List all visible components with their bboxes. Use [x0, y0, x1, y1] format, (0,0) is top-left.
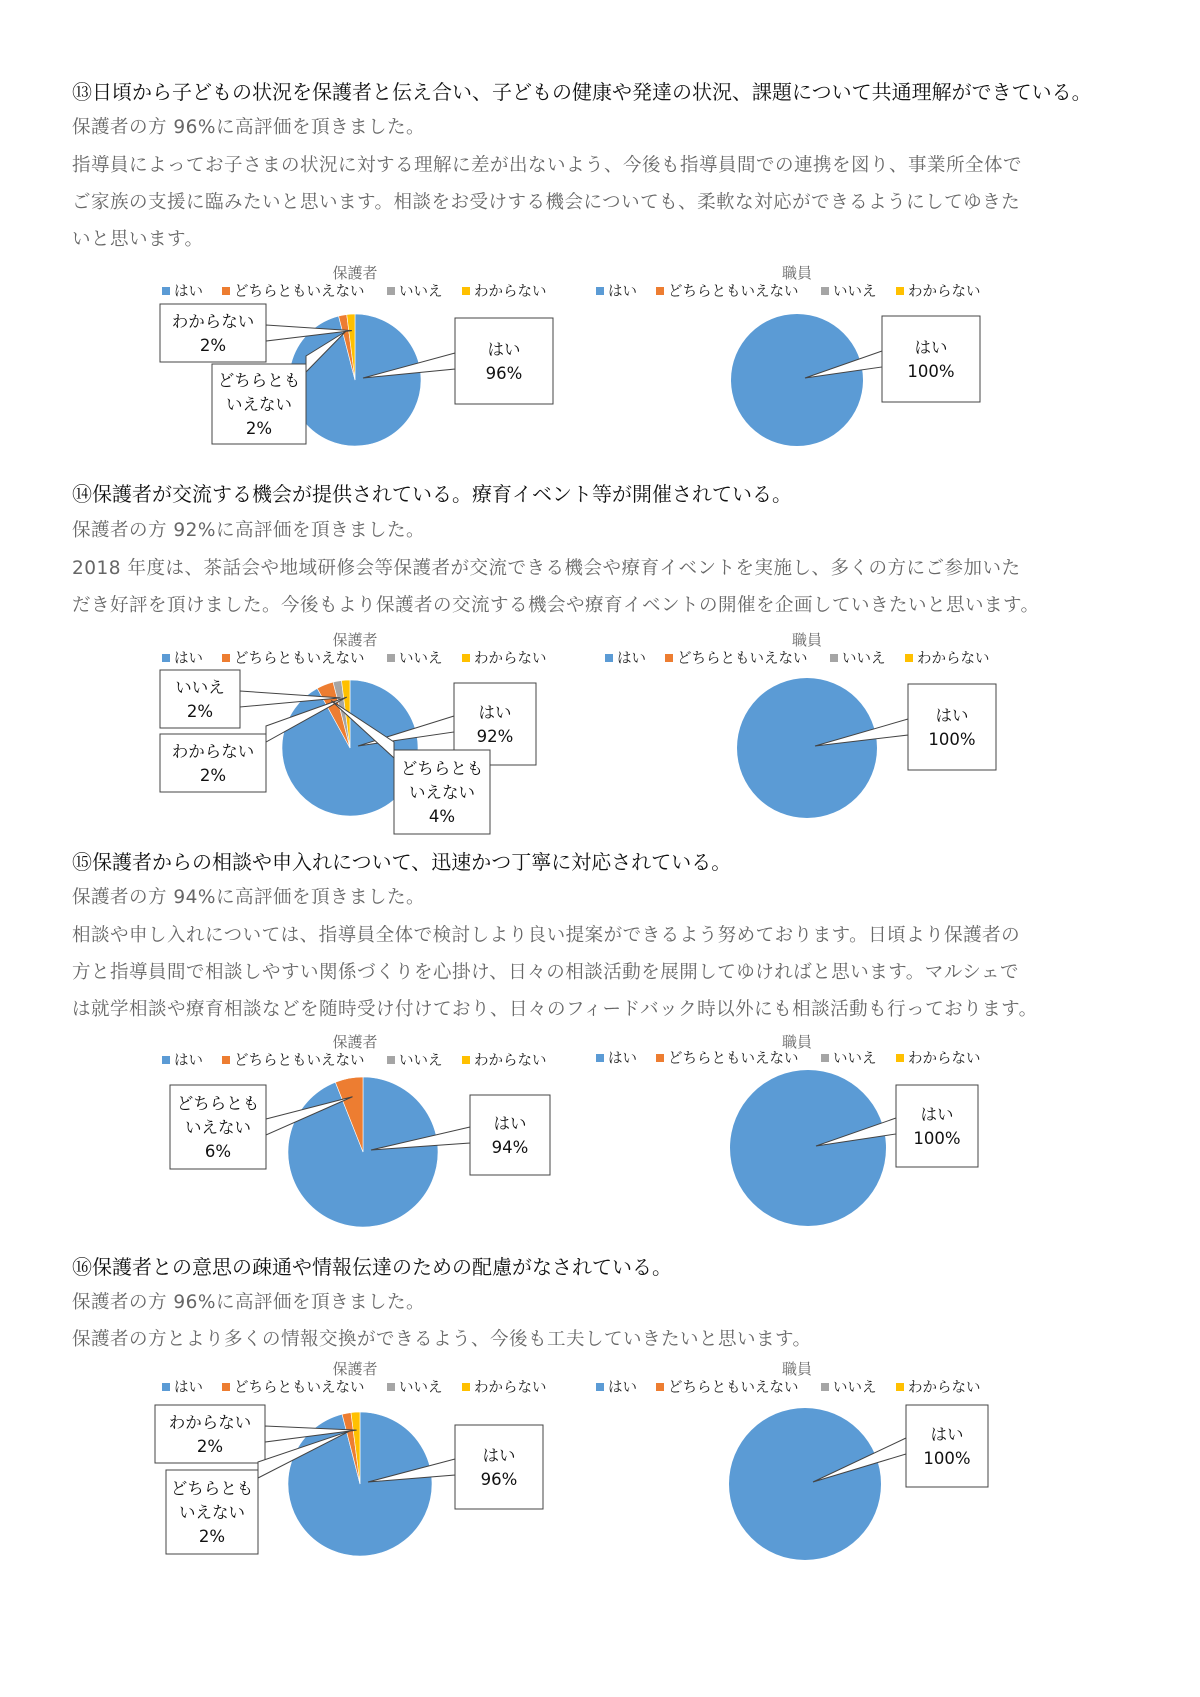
callout-label: 6% [204, 1142, 232, 1161]
legend-swatch [596, 1383, 604, 1391]
legend-entry: はい [174, 1380, 203, 1396]
legend-swatch [656, 287, 664, 295]
legend-swatch [656, 1054, 664, 1062]
section-15-summary: 保護者の方 94%に高評価を頂きました。 [72, 887, 426, 908]
chart-title: 保護者 [332, 1033, 378, 1051]
legend-swatch [596, 287, 604, 295]
legend-entry: どちらともいえない [668, 1051, 799, 1067]
section-15-paragraph: 相談や申し入れについては、指導員全体で検討しより良い提案ができるよう努めております。日頃より保護者の [72, 925, 1021, 946]
callout-label: はい [478, 703, 512, 722]
legend-entry: どちらともいえない [677, 651, 808, 667]
legend-swatch [462, 1383, 470, 1391]
callout-label: 2% [199, 766, 227, 785]
callout-label: はい [493, 1114, 527, 1133]
section-13-heading: ⑬日頃から子どもの状況を保護者と伝え合い、子どもの健康や発達の状況、課題について共通理解ができている。 [72, 80, 1092, 104]
legend-entry: どちらともいえない [234, 1053, 365, 1069]
legend-entry: はい [174, 1053, 203, 1069]
legend-entry: どちらともいえない [234, 284, 365, 300]
callout-label: はい [920, 1105, 954, 1124]
pie-slice [731, 314, 863, 446]
legend-entry: わからない [474, 651, 547, 667]
legend-entry: いいえ [842, 651, 886, 667]
legend-entry: いいえ [399, 1380, 443, 1396]
legend-swatch [830, 654, 838, 662]
callout-label: はい [487, 340, 521, 359]
section-13-paragraph: いと思います。 [72, 229, 204, 250]
legend-swatch [656, 1383, 664, 1391]
legend-swatch [222, 654, 230, 662]
callout-label: 92% [476, 727, 514, 746]
callout-label: どちらとも [217, 371, 301, 390]
callout-label: 100% [907, 362, 955, 381]
chart-title: 保護者 [332, 1360, 378, 1378]
callout-label: どちらとも [170, 1479, 254, 1498]
callout-label: はい [914, 338, 948, 357]
callout-box [906, 1405, 988, 1487]
legend-swatch [821, 1054, 829, 1062]
chart-title: 保護者 [332, 264, 378, 282]
section-13-summary: 保護者の方 96%に高評価を頂きました。 [72, 117, 426, 138]
legend-entry: はい [608, 284, 637, 300]
chart-title: 職員 [781, 1033, 813, 1051]
callout-label: わからない [168, 1413, 252, 1432]
callout-label: どちらとも [400, 759, 484, 778]
legend-swatch [162, 1056, 170, 1064]
legend-entry: はい [174, 284, 203, 300]
pie-slice [730, 1070, 886, 1226]
callout-label: 2% [198, 1527, 226, 1546]
callout-label: いえない [409, 783, 475, 802]
legend-swatch [896, 1383, 904, 1391]
callout-label: 2% [199, 336, 227, 355]
section-13-paragraph: 指導員によってお子さまの状況に対する理解に差が出ないよう、今後も指導員間での連携を図り、事業所全体で [72, 155, 1023, 176]
legend-entry: いいえ [833, 284, 877, 300]
legend-entry: いいえ [833, 1380, 877, 1396]
callout-box [470, 1095, 550, 1175]
legend-entry: どちらともいえない [234, 651, 365, 667]
legend-entry: わからない [474, 284, 547, 300]
legend-entry: わからない [908, 1380, 981, 1396]
callout-label: 4% [428, 807, 456, 826]
legend-entry: はい [608, 1380, 637, 1396]
legend-entry: どちらともいえない [668, 284, 799, 300]
callout-box [896, 1085, 978, 1167]
legend-swatch [387, 1383, 395, 1391]
callout-label: 100% [923, 1449, 971, 1468]
pie-slice [737, 678, 877, 818]
callout-box [455, 318, 553, 404]
legend-entry: いいえ [399, 284, 443, 300]
legend-entry: いいえ [399, 651, 443, 667]
callout-label: 100% [913, 1129, 961, 1148]
callout-label: どちらとも [176, 1094, 260, 1113]
legend-entry: いいえ [399, 1053, 443, 1069]
legend-entry: いいえ [833, 1051, 877, 1067]
section-15-heading: ⑮保護者からの相談や申入れについて、迅速かつ丁寧に対応されている。 [72, 850, 732, 874]
legend-entry: はい [174, 651, 203, 667]
legend-swatch [462, 287, 470, 295]
callout-box [908, 684, 996, 770]
legend-entry: わからない [917, 651, 990, 667]
section-15-paragraph: は就学相談や療育相談などを随時受け付けており、日々のフィードバック時以外にも相談活動も行っております。 [72, 999, 1038, 1020]
callout-label: 2% [245, 419, 273, 438]
legend-swatch [222, 1383, 230, 1391]
section-14-paragraph: 2018 年度は、茶話会や地域研修会等保護者が交流できる機会や療育イベントを実施し、多くの方にご参加いた [72, 558, 1021, 579]
callout-label: いいえ [175, 678, 225, 697]
legend-swatch [222, 287, 230, 295]
legend-swatch [162, 287, 170, 295]
section-14-heading: ⑭保護者が交流する機会が提供されている。療育イベント等が開催されている。 [72, 482, 792, 506]
callout-label: 100% [928, 730, 976, 749]
section-16-heading: ⑯保護者との意思の疎通や情報伝達のための配慮がなされている。 [72, 1255, 672, 1279]
legend-swatch [387, 654, 395, 662]
legend-swatch [665, 654, 673, 662]
legend-swatch [462, 1056, 470, 1064]
callout-label: いえない [185, 1118, 251, 1137]
section-15-paragraph: 方と指導員間で相談しやすい関係づくりを心掛け、日々の相談活動を展開してゆければと思います。マルシェで [72, 962, 1019, 983]
callout-label: わからない [171, 742, 255, 761]
legend-swatch [387, 1056, 395, 1064]
callout-label: はい [935, 706, 969, 725]
legend-swatch [821, 287, 829, 295]
chart-title: 職員 [781, 264, 813, 282]
legend-swatch [387, 287, 395, 295]
legend-entry: はい [617, 651, 646, 667]
callout-label: はい [482, 1446, 516, 1465]
callout-label: いえない [226, 395, 292, 414]
callout-label: 94% [491, 1138, 529, 1157]
legend-entry: わからない [474, 1380, 547, 1396]
legend-entry: わからない [908, 284, 981, 300]
callout-box [882, 316, 980, 402]
callout-label: 2% [196, 1437, 224, 1456]
legend-entry: どちらともいえない [234, 1380, 365, 1396]
legend-swatch [896, 287, 904, 295]
legend-swatch [162, 1383, 170, 1391]
legend-swatch [896, 1054, 904, 1062]
legend-swatch [162, 654, 170, 662]
chart-title: 保護者 [332, 631, 378, 649]
callout-label: 2% [186, 702, 214, 721]
legend-entry: わからない [474, 1053, 547, 1069]
section-16-summary: 保護者の方 96%に高評価を頂きました。 [72, 1292, 426, 1313]
callout-label: 96% [480, 1470, 518, 1489]
legend-swatch [605, 654, 613, 662]
chart-title: 職員 [781, 1360, 813, 1378]
legend-entry: はい [608, 1051, 637, 1067]
callout-box [455, 1425, 543, 1509]
chart-title: 職員 [791, 631, 823, 649]
legend-entry: どちらともいえない [668, 1380, 799, 1396]
legend-swatch [905, 654, 913, 662]
section-16-paragraph: 保護者の方とより多くの情報交換ができるよう、今後も工夫していきたいと思います。 [72, 1329, 812, 1350]
pie-slice [729, 1408, 881, 1560]
section-13-paragraph: ご家族の支援に臨みたいと思います。相談をお受けする機会についても、柔軟な対応ができるようにしてゆきた [72, 192, 1021, 213]
callout-label: わからない [171, 312, 255, 331]
section-14-summary: 保護者の方 92%に高評価を頂きました。 [72, 520, 426, 541]
legend-swatch [596, 1054, 604, 1062]
legend-swatch [222, 1056, 230, 1064]
callout-label: はい [930, 1425, 964, 1444]
legend-swatch [462, 654, 470, 662]
section-14-paragraph: だき好評を頂けました。今後もより保護者の交流する機会や療育イベントの開催を企画していきたいと思います。 [72, 595, 1040, 616]
callout-label: 96% [485, 364, 523, 383]
callout-label: いえない [179, 1503, 245, 1522]
legend-swatch [821, 1383, 829, 1391]
legend-entry: わからない [908, 1051, 981, 1067]
